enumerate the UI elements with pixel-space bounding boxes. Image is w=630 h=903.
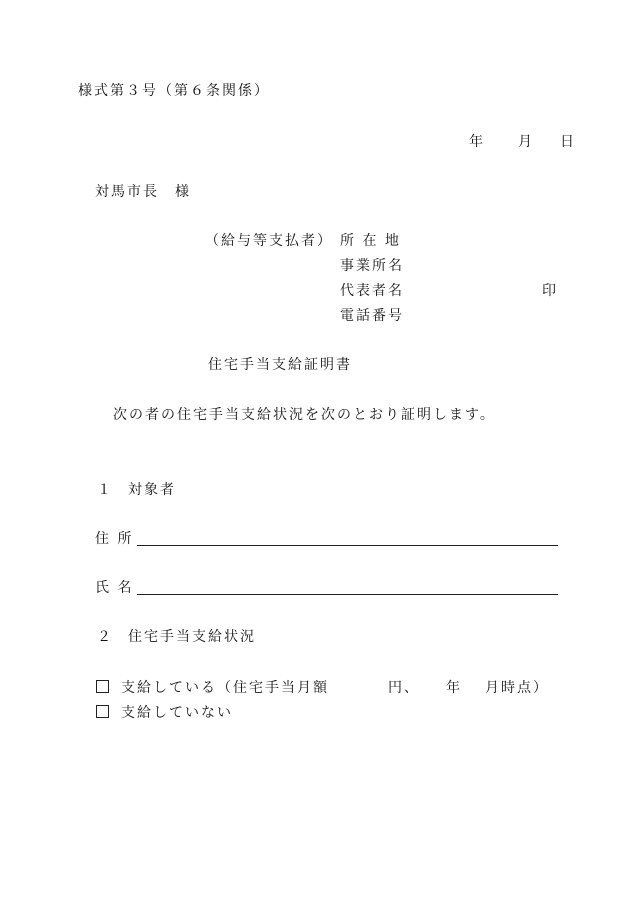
- payer-office-label: 事業所名: [340, 258, 404, 274]
- payer-phone-label: 電話番号: [340, 308, 404, 324]
- option-paid-yen: 円、: [388, 680, 420, 696]
- section1-heading: 対象者: [128, 482, 176, 498]
- document-title: 住宅手当支給証明書: [208, 357, 352, 373]
- payer-representative-label: 代表者名: [340, 283, 404, 299]
- date-year-label: 年: [469, 134, 485, 150]
- payer-role-label: （給与等支払者）: [205, 233, 333, 249]
- option-not-paid-label: 支給していない: [121, 705, 233, 721]
- section2-number: ２: [97, 629, 113, 645]
- addressee: 対馬市長 様: [95, 184, 191, 200]
- form-number: 様式第３号（第６条関係）: [78, 83, 270, 99]
- option-not-paid: [96, 704, 233, 722]
- checkbox-not-paid[interactable]: [96, 705, 109, 718]
- payer-address-label: 所 在 地: [340, 233, 401, 249]
- seal-label: 印: [542, 283, 558, 299]
- option-paid-year: 年: [446, 680, 462, 696]
- certification-statement: 次の者の住宅手当支給状況を次のとおり証明します。: [113, 407, 496, 423]
- option-paid-label: 支給している（住宅手当月額: [121, 680, 329, 696]
- section1-number: １: [97, 482, 113, 498]
- subject-address-line: [137, 545, 558, 546]
- checkbox-paid[interactable]: [96, 680, 109, 693]
- date-day-label: 日: [560, 134, 576, 150]
- date-month-label: 月: [518, 134, 534, 150]
- option-paid: [96, 679, 329, 697]
- option-paid-month-point: 月時点）: [485, 680, 549, 696]
- section2-heading: 住宅手当支給状況: [128, 629, 256, 645]
- subject-name-label: 氏 名: [95, 580, 134, 596]
- subject-name-line: [137, 594, 558, 595]
- subject-address-label: 住 所: [95, 531, 134, 547]
